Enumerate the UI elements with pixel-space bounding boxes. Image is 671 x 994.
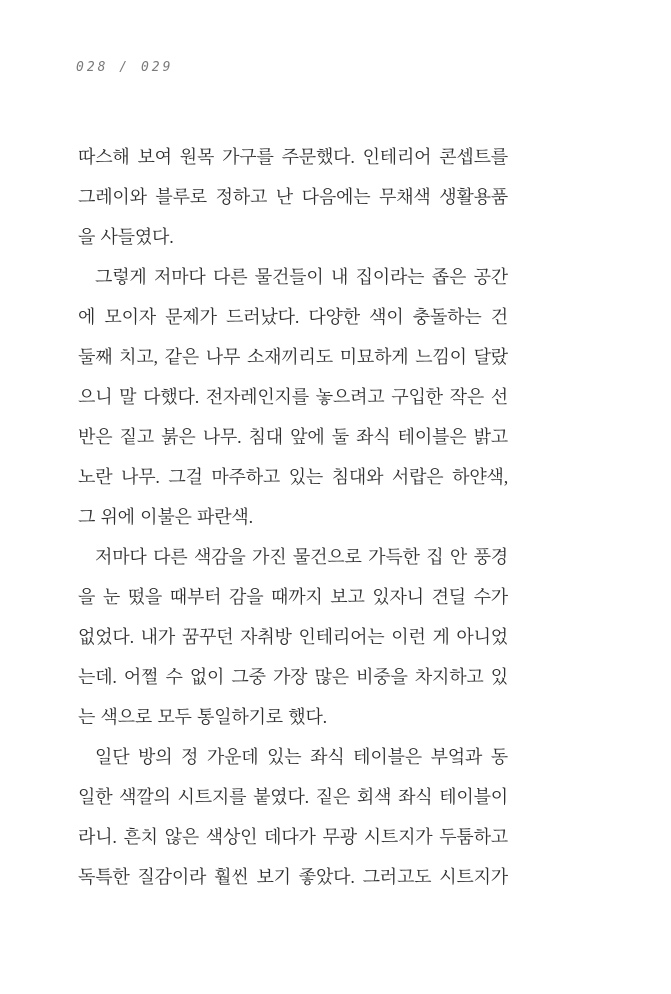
body-line: 을 눈 떴을 때부터 감을 때까지 보고 있자니 견딜 수가 <box>78 587 508 607</box>
body-line: 을 사들였다. <box>78 227 174 247</box>
body-line: 반은 짙고 붉은 나무. 침대 앞에 둘 좌식 테이블은 밝고 <box>78 427 508 447</box>
body-line: 독특한 질감이라 훨씬 보기 좋았다. 그러고도 시트지가 <box>78 867 508 887</box>
body-line: 일단 방의 정 가운데 있는 좌식 테이블은 부엌과 동 <box>95 747 508 767</box>
page-body-text <box>78 137 508 897</box>
body-line: 그렇게 저마다 다른 물건들이 내 집이라는 좁은 공간 <box>95 267 508 287</box>
body-line: 따스해 보여 원목 가구를 주문했다. 인테리어 콘셉트를 <box>78 147 508 167</box>
page-number: 028 / 029 <box>76 60 174 75</box>
body-line: 노란 나무. 그걸 마주하고 있는 침대와 서랍은 하얀색, <box>78 467 508 487</box>
body-line: 둘째 치고, 같은 나무 소재끼리도 미묘하게 느낌이 달랐 <box>78 347 508 367</box>
body-line: 으니 말 다했다. 전자레인지를 놓으려고 구입한 작은 선 <box>78 387 508 407</box>
body-line: 는 색으로 모두 통일하기로 했다. <box>78 707 327 727</box>
body-line: 없었다. 내가 꿈꾸던 자취방 인테리어는 이런 게 아니었 <box>78 627 508 647</box>
body-line: 라니. 흔치 않은 색상인 데다가 무광 시트지가 두툼하고 <box>78 827 508 847</box>
body-line: 일한 색깔의 시트지를 붙였다. 짙은 회색 좌식 테이블이 <box>78 787 508 807</box>
body-line: 는데. 어쩔 수 없이 그중 가장 많은 비중을 차지하고 있 <box>78 667 508 687</box>
body-line: 에 모이자 문제가 드러났다. 다양한 색이 충돌하는 건 <box>78 307 508 327</box>
body-line: 그레이와 블루로 정하고 난 다음에는 무채색 생활용품 <box>78 187 508 207</box>
body-line: 그 위에 이불은 파란색. <box>78 507 253 527</box>
body-line: 저마다 다른 색감을 가진 물건으로 가득한 집 안 풍경 <box>95 547 508 567</box>
